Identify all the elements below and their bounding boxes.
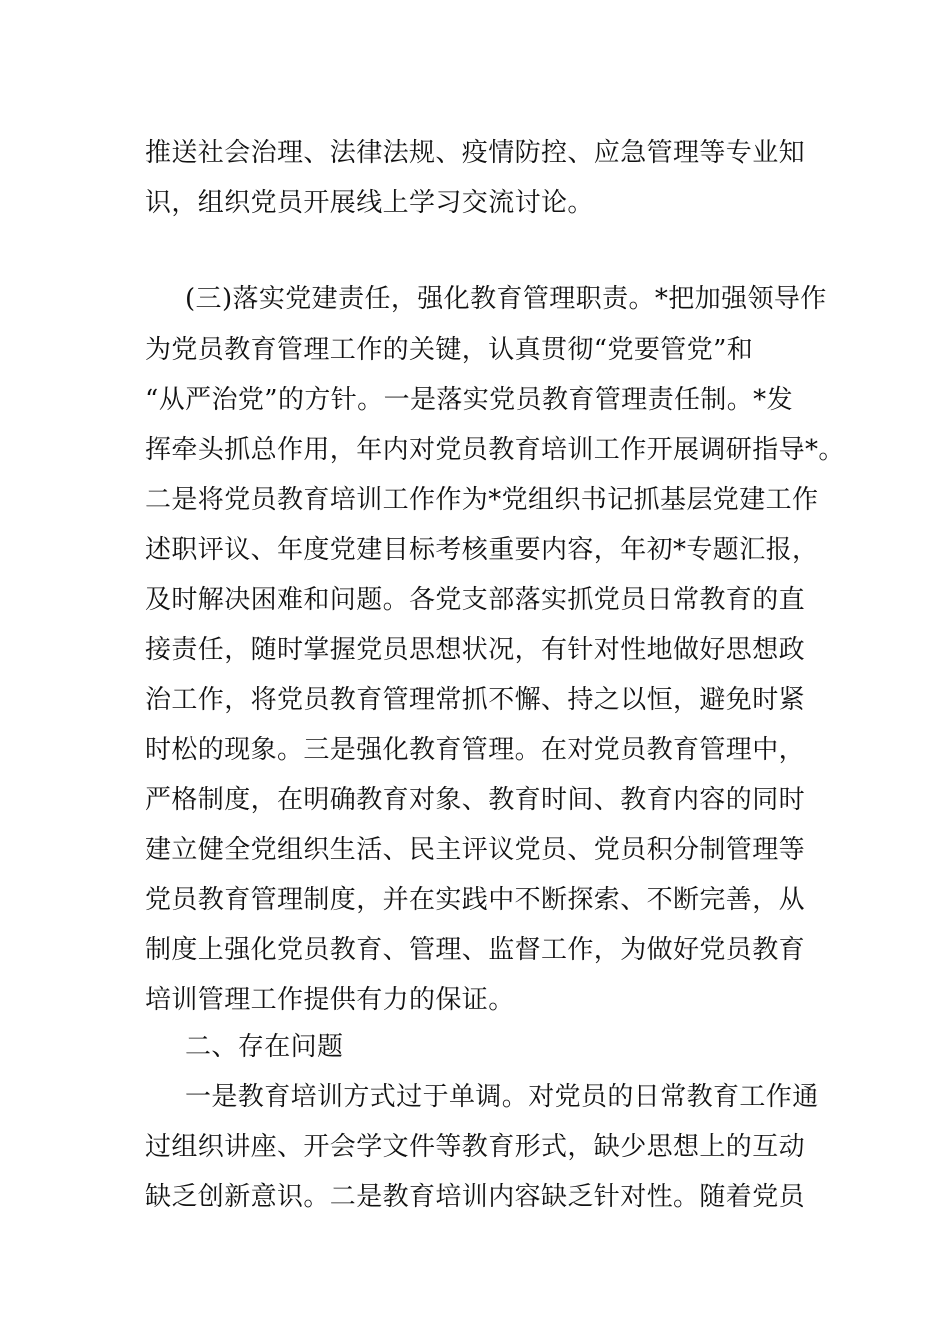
section-heading: 二、存在问题 (185, 1032, 344, 1062)
text-line: 缺乏创新意识。二是教育培训内容缺乏针对性。随着党员 (145, 1182, 806, 1212)
text-line: 治工作，将党员教育管理常抓不懈、持之以恒，避免时紧 (145, 685, 806, 715)
text-line: 过组织讲座、开会学文件等教育形式，缺少思想上的互动 (145, 1132, 806, 1162)
text-line: 识，组织党员开展线上学习交流讨论。 (145, 188, 594, 218)
text-line: 严格制度，在明确教育对象、教育时间、教育内容的同时 (145, 785, 806, 815)
text-line: 为党员教育管理工作的关键，认真贯彻“党要管党”和 (145, 335, 754, 365)
text-line: 制度上强化党员教育、管理、监督工作，为做好党员教育 (145, 935, 806, 965)
text-line: “从严治党”的方针。一是落实党员教育管理责任制。*发 (145, 385, 793, 415)
text-line: 及时解决困难和问题。各党支部落实抓党员日常教育的直 (145, 585, 806, 615)
text-line: 接责任，随时掌握党员思想状况，有针对性地做好思想政 (145, 635, 806, 665)
text-line: 培训管理工作提供有力的保证。 (145, 985, 515, 1015)
text-line: 时松的现象。三是强化教育管理。在对党员教育管理中， (145, 735, 806, 765)
section-heading-line: (三)落实党建责任，强化教育管理职责。*把加强领导作 (185, 284, 827, 314)
text-line: 挥牵头抓总作用，年内对党员教育培训工作开展调研指导*。 (145, 435, 845, 465)
text-line: 建立健全党组织生活、民主评议党员、党员积分制管理等 (145, 835, 806, 865)
text-line: 一是教育培训方式过于单调。对党员的日常教育工作通 (185, 1082, 819, 1112)
text-line: 推送社会治理、法律法规、疫情防控、应急管理等专业知 (145, 138, 806, 168)
text-line: 述职评议、年度党建目标考核重要内容，年初*专题汇报， (145, 535, 819, 565)
text-line: 党员教育管理制度，并在实践中不断探索、不断完善，从 (145, 885, 806, 915)
text-line: 二是将党员教育培训工作作为*党组织书记抓基层党建工作 (145, 485, 819, 515)
